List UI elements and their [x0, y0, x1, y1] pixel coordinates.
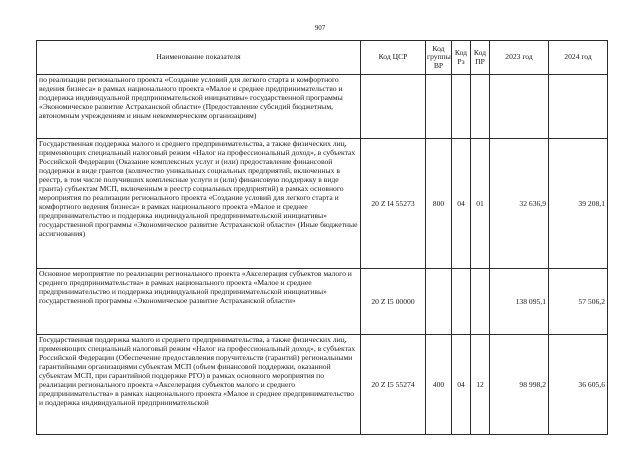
budget-table	[36, 40, 608, 435]
row-pr: 01	[471, 139, 490, 269]
header-name: Наименование показателя	[37, 41, 361, 75]
row-csr: 20 Z I4 55273	[361, 139, 426, 269]
row-pr	[471, 269, 490, 335]
header-csr: Код ЦСР	[361, 41, 426, 75]
table-row	[37, 139, 608, 269]
table-row	[37, 269, 608, 335]
row-2024: 57 506,2	[549, 269, 608, 335]
row-csr: 20 Z I5 00000	[361, 269, 426, 335]
row-2023	[490, 75, 549, 139]
row-vr: 400	[426, 335, 452, 435]
row-rz: 04	[452, 139, 471, 269]
header-2023: 2023 год	[490, 41, 549, 75]
row-2023: 98 998,2	[490, 335, 549, 435]
page-number: 907	[314, 24, 326, 32]
row-2024: 39 208,1	[549, 139, 608, 269]
row-name: по реализации регионального проекта «Создание условий для легкого старта и комфортного ведения бизнеса» в рамках национального проекта «Малое и среднее предпринимательство и поддержка индивидуальной предпринимательской инициативы» государственной программы «Экономическое развитие Астраханской области» (Предоставление субсидий бюджетным, автономным учреждениям и иным некоммерческим организациям)	[37, 75, 361, 139]
row-2024	[549, 75, 608, 139]
header-rz: Код Рз	[452, 41, 471, 75]
row-name: Государственная поддержка малого и среднего предпринимательства, а также физических лиц, применяющих специальный налоговый режим «Налог на профессиональный доход», в субъектах Российской Федерации (Обеспечение предоставления поручительств (гарантий) региональными гарантийными организациями субъектам МСП (объем финансовой поддержки, оказанной субъектам МСП, при гарантийной поддержке РГО) в рамках основного мероприятия по реализации регионального проекта «Акселерация субъектов малого и среднего предпринимательства» в рамках национального проекта «Малое и среднее предпринимательство и поддержка индивидуальной предпринимательской	[37, 335, 361, 435]
row-vr	[426, 75, 452, 139]
table-row	[37, 335, 608, 435]
row-csr	[361, 75, 426, 139]
row-2024: 36 605,6	[549, 335, 608, 435]
row-vr	[426, 269, 452, 335]
header-vr: Код группы ВР	[426, 41, 452, 75]
table-row	[37, 75, 608, 139]
table-header-row	[37, 41, 608, 75]
row-name: Государственная поддержка малого и среднего предпринимательства, а также физических лиц, применяющих специальный налоговый режим «Налог на профессиональный доход», в субъектах Российской Федерации (Оказание комплексных услуг и (или) предоставление финансовой поддержки в виде грантов (количество уникальных социальных предприятий, включенных в реестр, в том числе получивших комплексные услуги и (или) финансовую поддержку в виде гранта) субъектам МСП, включенным в реестр социальных предприятий) в рамках основного мероприятия по реализации регионального проекта «Создание условий для легкого старта и комфортного ведения бизнеса» в рамках национального проекта «Малое и среднее предпринимательство и поддержка индивидуальной предпринимательской инициативы» государственной программы «Экономическое развитие Астраханской области» (Иные бюджетные ассигнования)	[37, 139, 361, 269]
row-2023: 32 636,9	[490, 139, 549, 269]
page-bottom-margin	[0, 444, 640, 452]
row-rz: 04	[452, 335, 471, 435]
row-csr: 20 Z I5 55274	[361, 335, 426, 435]
row-rz	[452, 75, 471, 139]
row-vr: 800	[426, 139, 452, 269]
row-pr: 12	[471, 335, 490, 435]
row-rz	[452, 269, 471, 335]
row-pr	[471, 75, 490, 139]
header-2024: 2024 год	[549, 41, 608, 75]
row-2023: 138 095,1	[490, 269, 549, 335]
header-pr: Код ПР	[471, 41, 490, 75]
row-name: Основное мероприятие по реализации регионального проекта «Акселерация субъектов малого и среднего предпринимательства» в рамках национального проекта «Малое и среднее предпринимательство и поддержка индивидуальной предпринимательской инициативы» государственной программы «Экономическое развитие Астраханской области»	[37, 269, 361, 335]
